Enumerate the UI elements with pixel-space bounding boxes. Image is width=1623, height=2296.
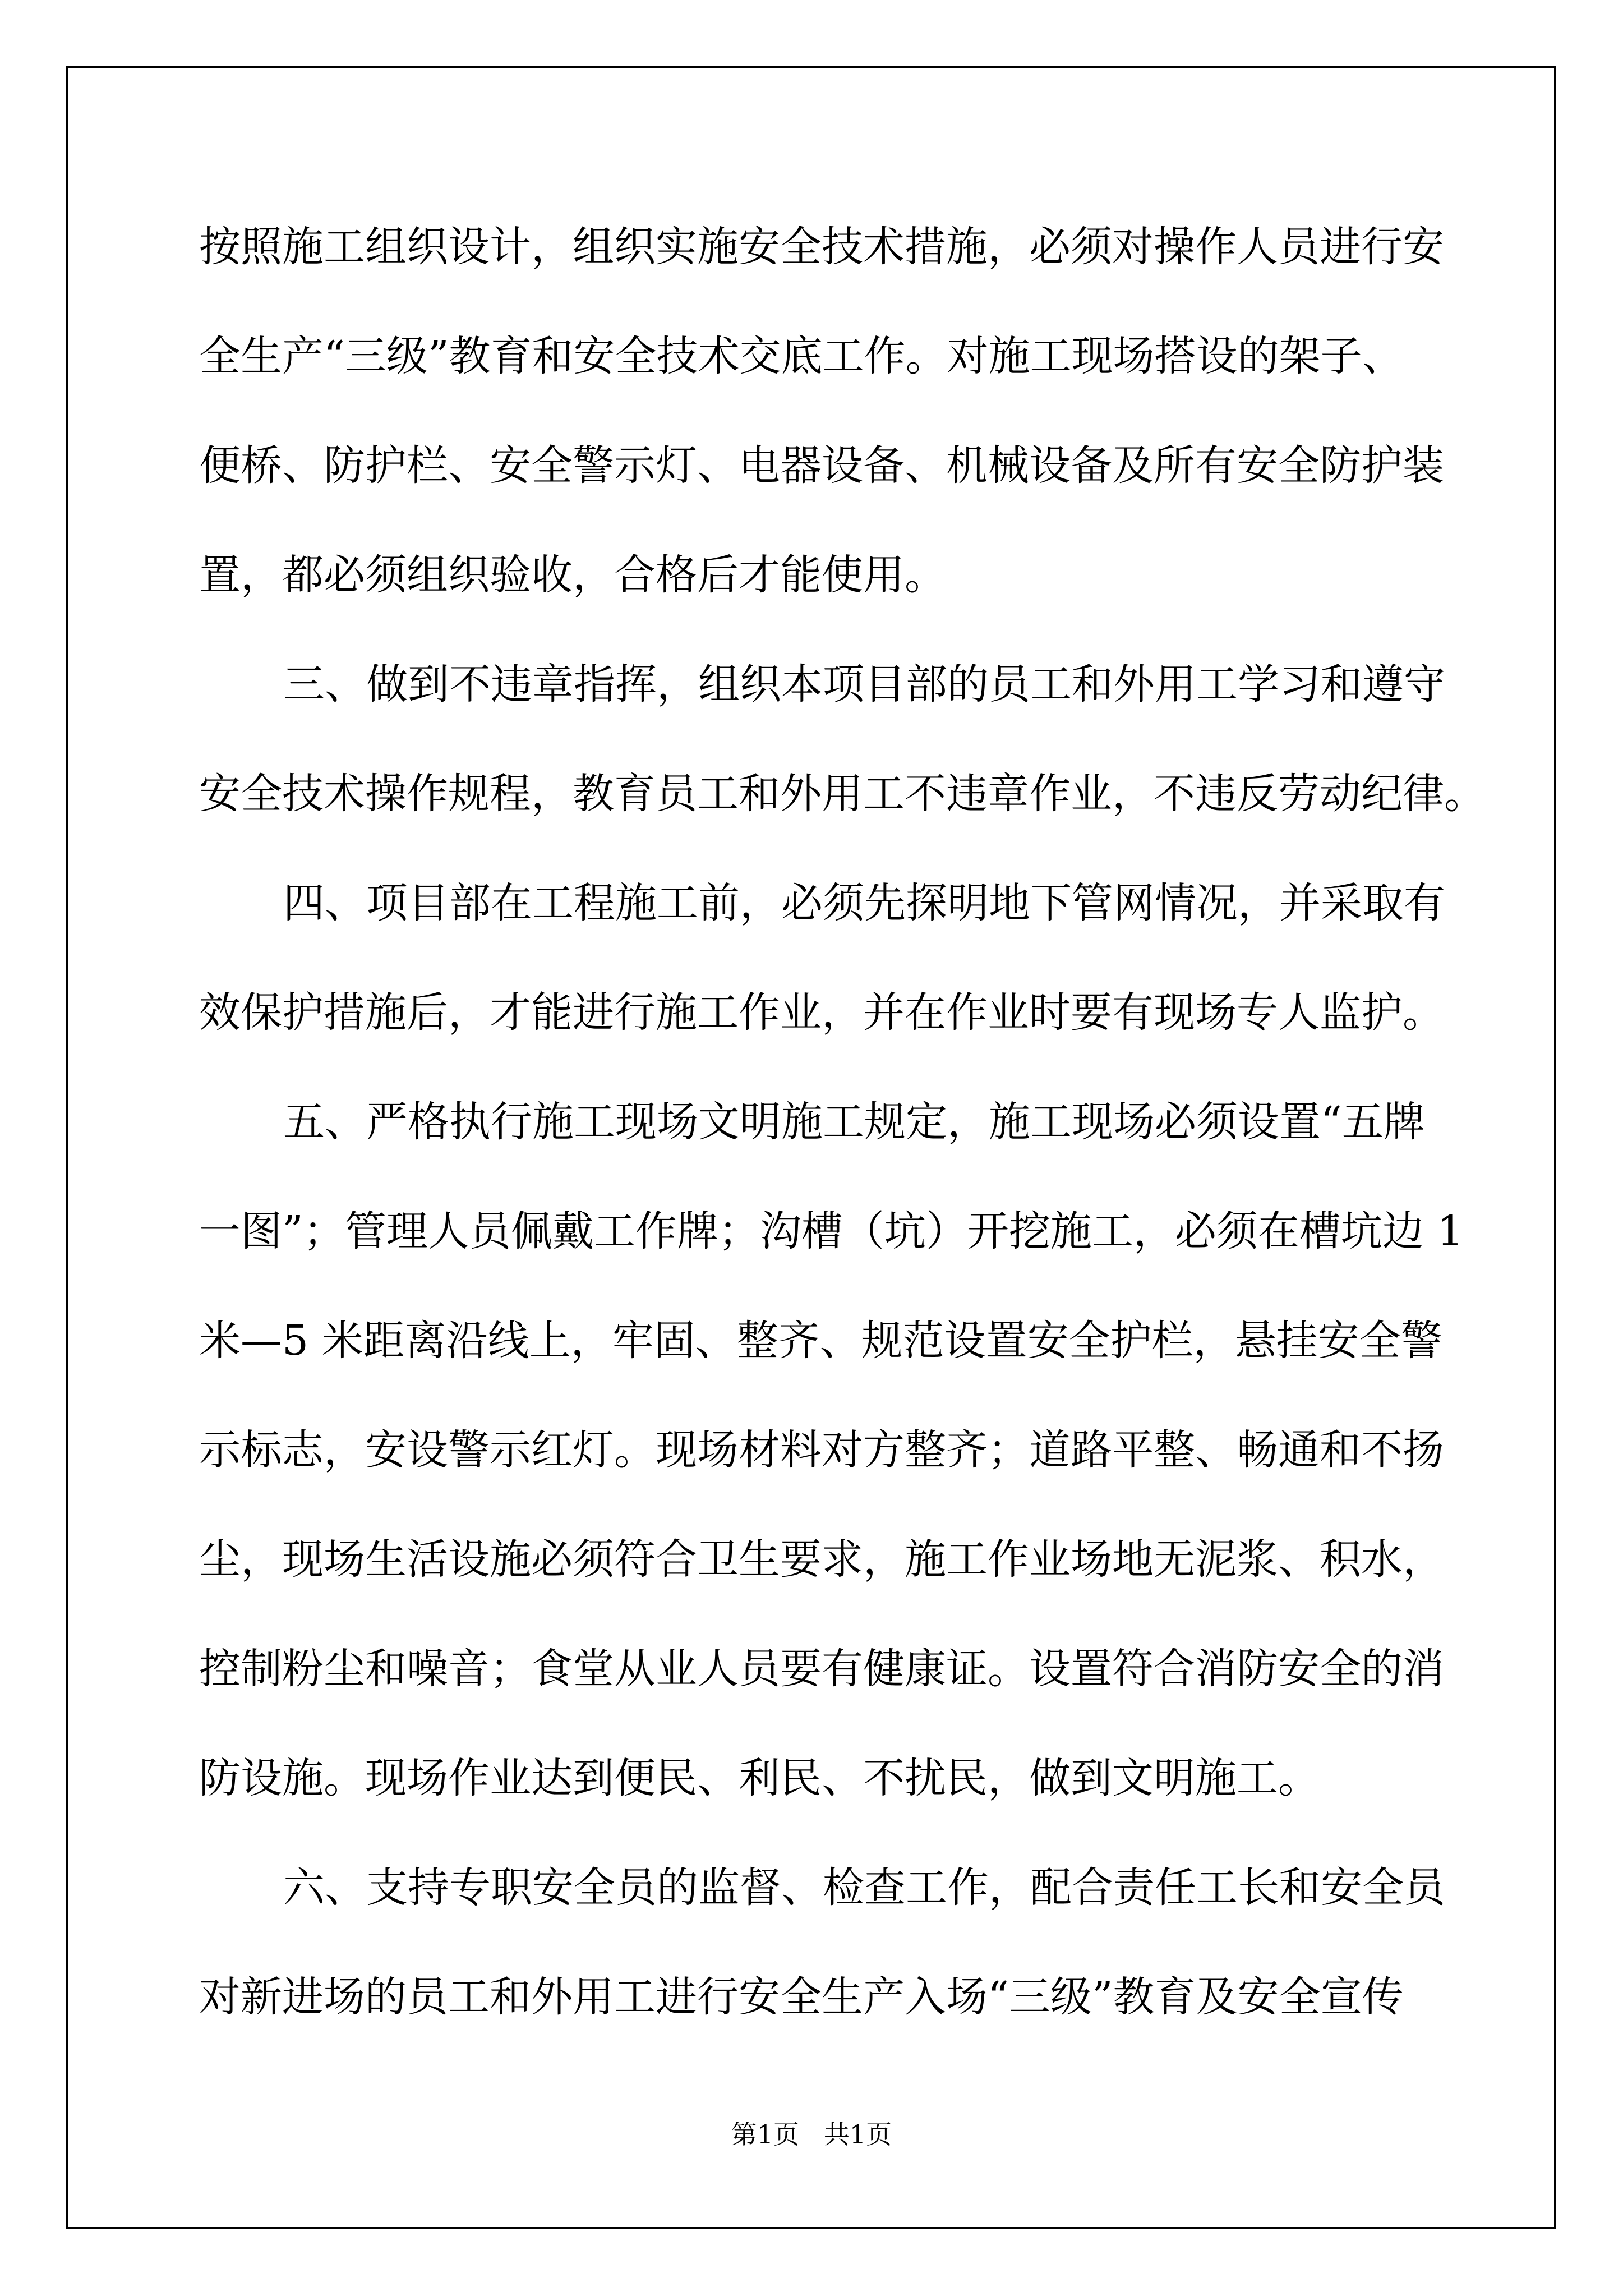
- paragraph-start-line: 四、项目部在工程施工前，必须先探明地下管网情况，并采取有: [283, 879, 1445, 927]
- text-line: 便桥、防护栏、安全警示灯、电器设备、机械设备及所有安全防护装: [199, 441, 1444, 490]
- text-line: 尘，现场生活设施必须符合卫生要求，施工作业场地无泥浆、积水，: [199, 1535, 1444, 1584]
- text-line: 控制粉尘和噪音；食堂从业人员要有健康证。设置符合消防安全的消: [199, 1645, 1444, 1693]
- text-line: 置，都必须组织验收，合格后才能使用。: [199, 551, 946, 599]
- paragraph-start-line: 三、做到不违章指挥，组织本项目部的员工和外用工学习和遵守: [283, 660, 1445, 708]
- paragraph-start-line: 五、严格执行施工现场文明施工规定，施工现场必须设置“五牌: [283, 1098, 1425, 1146]
- paragraph-start-line: 六、支持专职安全员的监督、检查工作，配合责任工长和安全员: [283, 1864, 1445, 1912]
- text-line: 效保护措施后，才能进行施工作业，并在作业时要有现场专人监护。: [199, 988, 1444, 1037]
- page-number-footer: 第1页 共1页: [731, 2119, 892, 2150]
- text-line: 对新进场的员工和外用工进行安全生产入场“三级”教育及安全宣传: [199, 1973, 1404, 2021]
- text-line: 米—5 米距离沿线上，牢固、整齐、规范设置安全护栏，悬挂安全警: [199, 1317, 1442, 1365]
- text-line: 全生产“三级”教育和安全技术交底工作。对施工现场搭设的架子、: [199, 332, 1404, 380]
- text-line: 按照施工组织设计，组织实施安全技术措施，必须对操作人员进行安: [199, 223, 1444, 271]
- text-line: 防设施。现场作业达到便民、利民、不扰民，做到文明施工。: [199, 1754, 1320, 1802]
- text-line: 安全技术操作规程，教育员工和外用工不违章作业，不违反劳动纪律。: [199, 770, 1486, 818]
- text-line: 一图”；管理人员佩戴工作牌；沟槽（坑）开挖施工，必须在槽坑边 1: [199, 1207, 1464, 1255]
- text-line: 示标志，安设警示红灯。现场材料对方整齐；道路平整、畅通和不扬: [199, 1426, 1444, 1474]
